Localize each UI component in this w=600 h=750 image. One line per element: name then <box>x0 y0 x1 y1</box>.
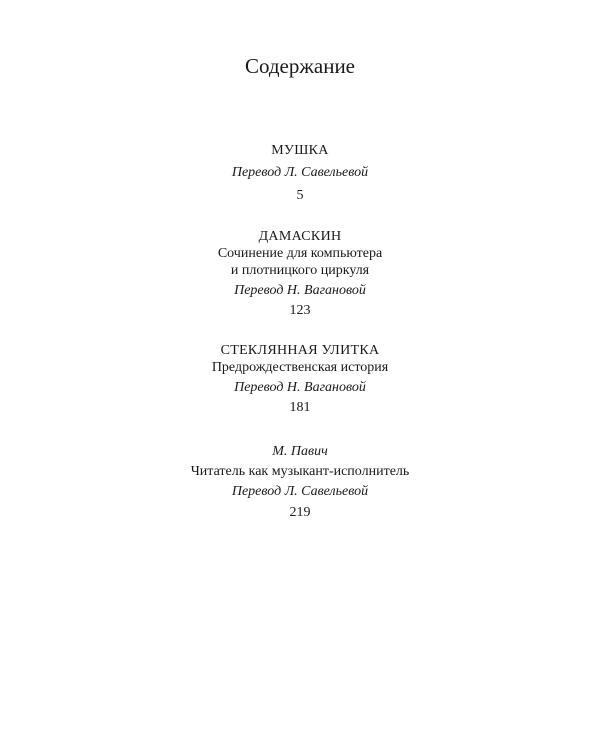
entry-title: ДАМАСКИН <box>258 229 342 244</box>
entry-translator: Перевод Н. Вагановой <box>234 380 366 395</box>
entry-translator: Перевод Н. Вагановой <box>234 283 366 298</box>
entry-page-number[interactable]: 181 <box>289 400 311 415</box>
entry-subtitle-line-2: и плотницкого циркуля <box>230 263 370 278</box>
entry-title: МУШКА <box>271 143 329 158</box>
entry-title: Читатель как музыкант-исполнитель <box>190 464 410 479</box>
entry-title: СТЕКЛЯННАЯ УЛИТКА <box>220 343 380 358</box>
entry-page-number[interactable]: 219 <box>289 505 311 520</box>
entry-translator: Перевод Л. Савельевой <box>231 165 369 180</box>
page-title: Содержание <box>244 54 356 78</box>
entry-translator: Перевод Л. Савельевой <box>231 484 369 499</box>
entry-author: М. Павич <box>272 444 328 459</box>
entry-page-number[interactable]: 5 <box>296 188 304 203</box>
entry-page-number[interactable]: 123 <box>289 303 311 318</box>
entry-subtitle-line-1: Предрождественская история <box>211 360 389 375</box>
entry-subtitle-line-1: Сочинение для компьютера <box>217 246 383 261</box>
